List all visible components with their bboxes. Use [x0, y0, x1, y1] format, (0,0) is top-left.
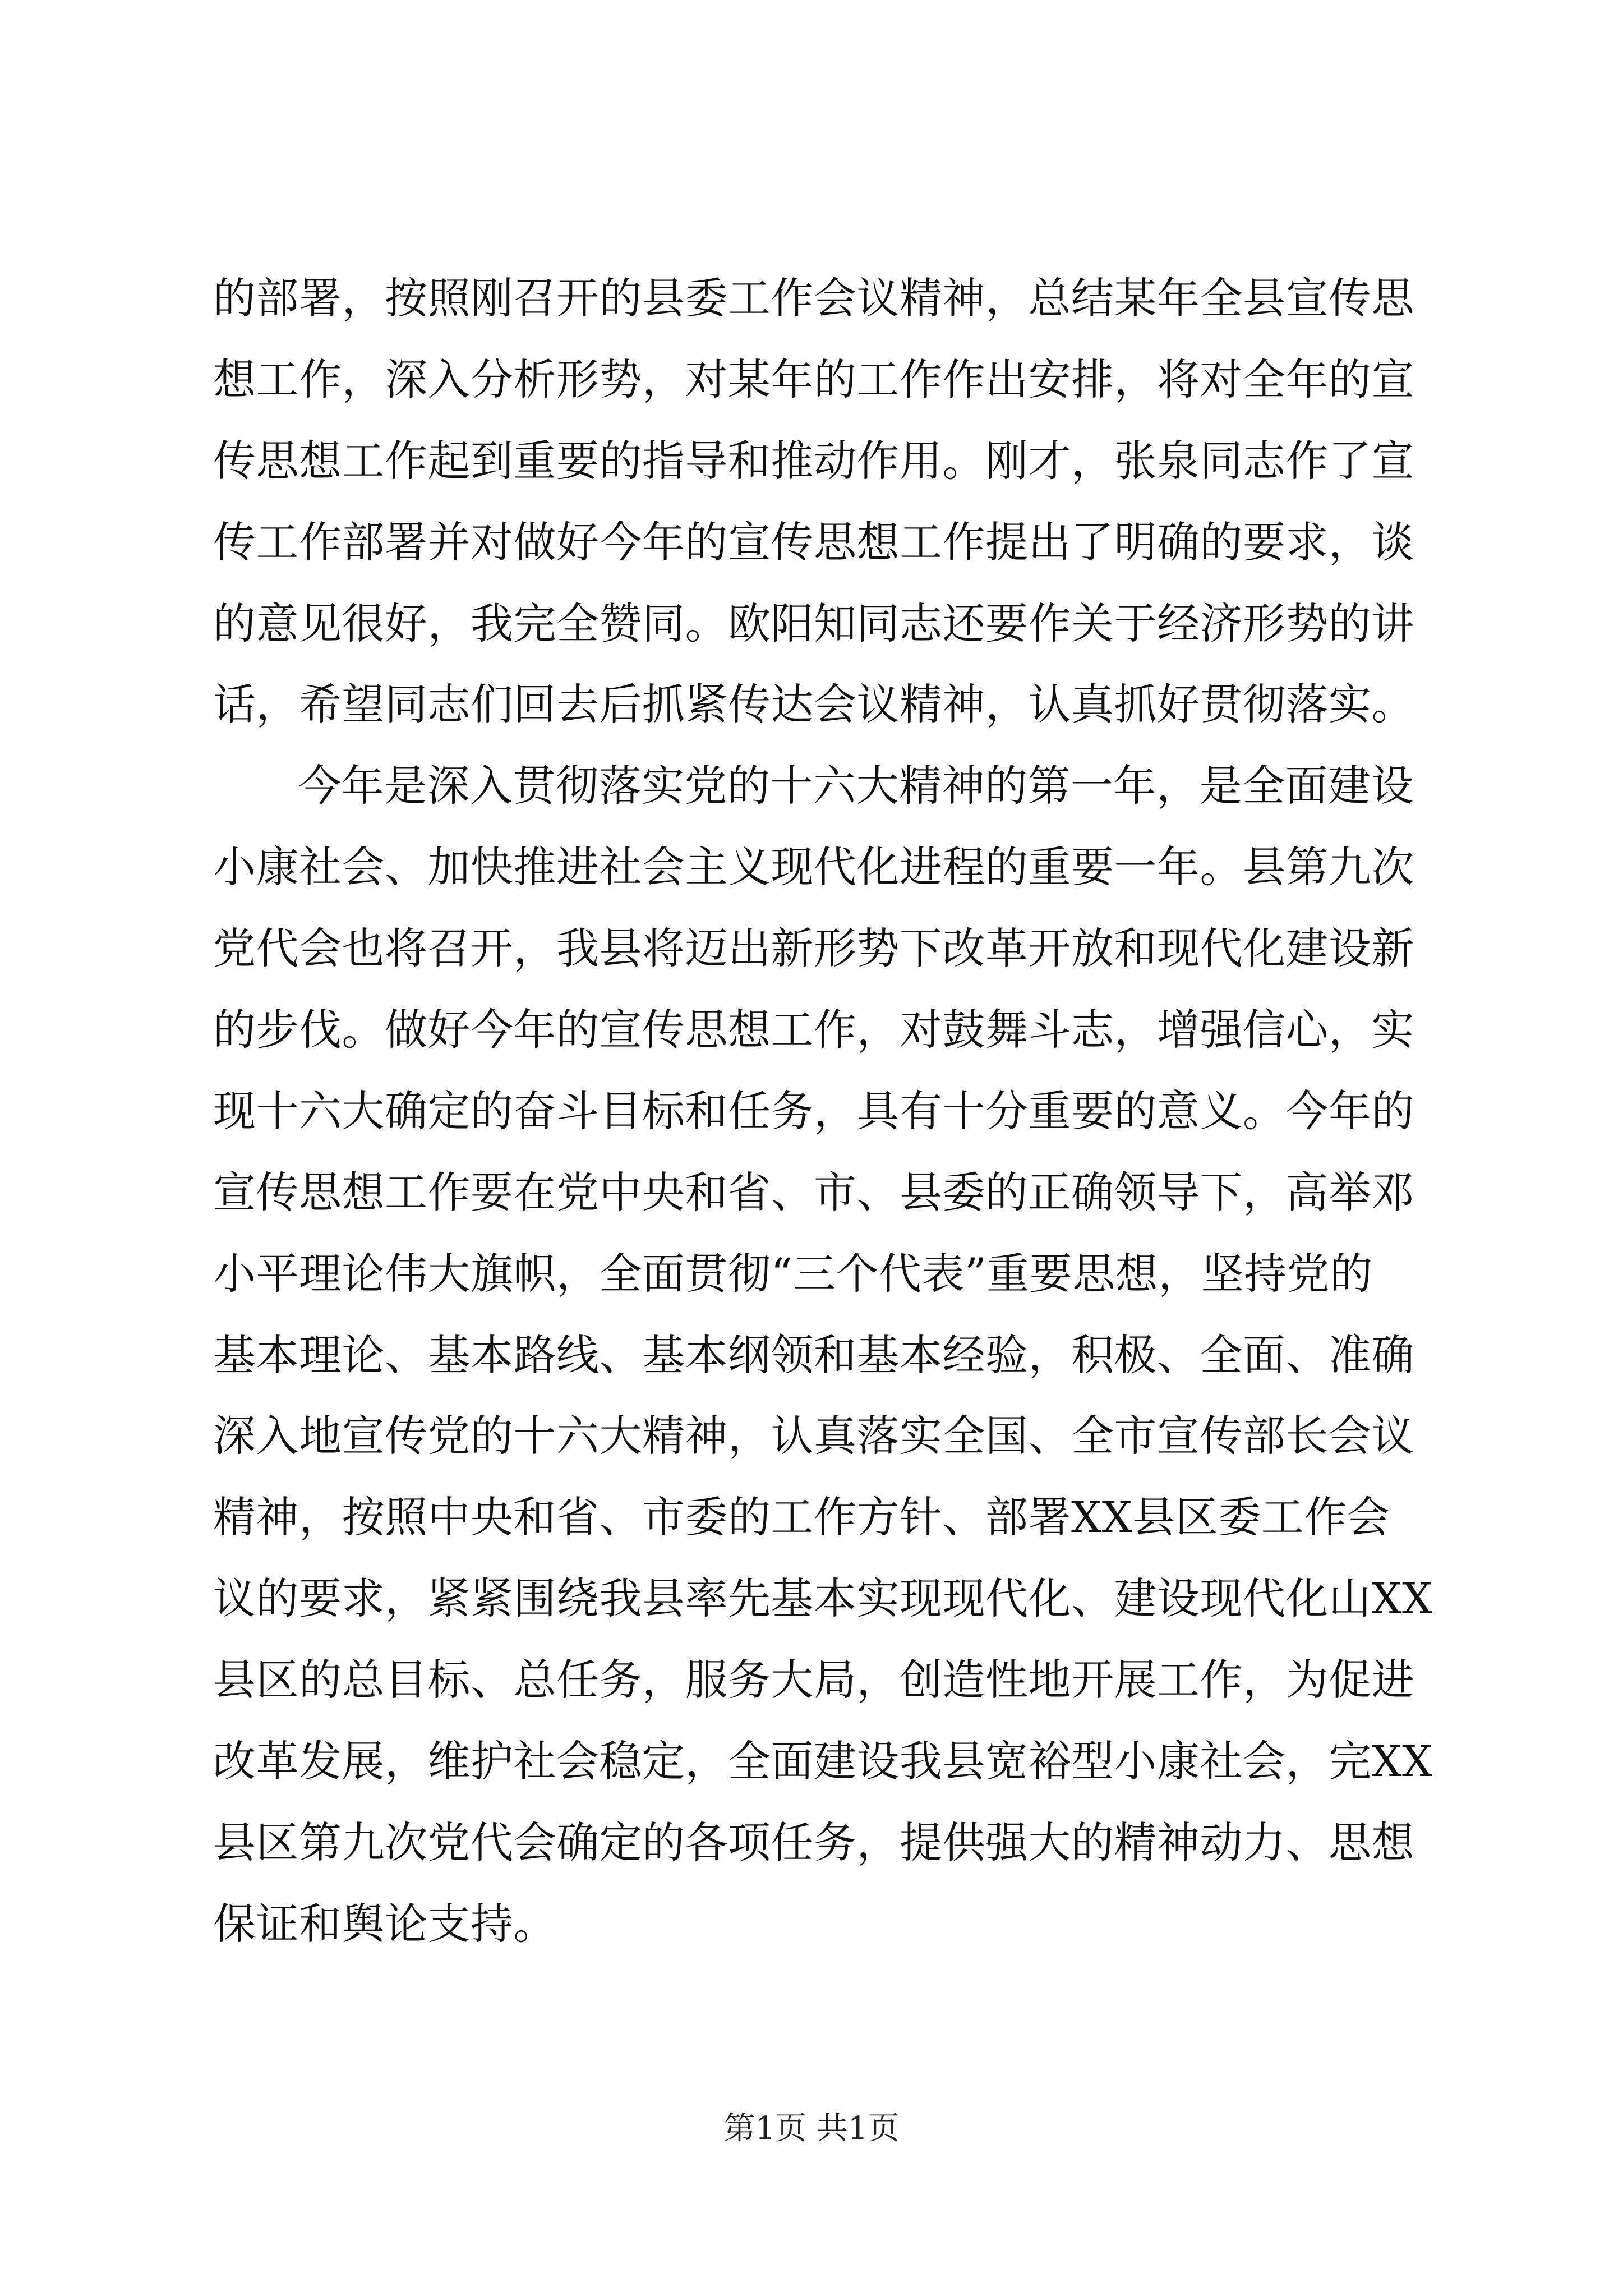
text-line: 保证和舆论支持。 [213, 1898, 556, 1949]
text-line: 改革发展，维护社会稳定，全面建设我县宽裕型小康社会，完XX [213, 1736, 1433, 1787]
text-line: 县区第九次党代会确定的各项任务，提供强大的精神动力、思想 [213, 1817, 1414, 1867]
text-line: 精神，按照中央和省、市委的工作方针、部署XX县区委工作会 [213, 1492, 1390, 1543]
paragraph-1 [213, 258, 1419, 746]
text-line: 基本理论、基本路线、基本纲领和基本经验，积极、全面、准确 [213, 1329, 1414, 1380]
text-line: 想工作，深入分析形势，对某年的工作作出安排，将对全年的宣 [213, 354, 1414, 404]
page-number: 第1页 共1页 [723, 2110, 900, 2147]
text-line: 传思想工作起到重要的指导和推动作用。刚才，张泉同志作了宣 [213, 435, 1414, 486]
text-line: 现十六大确定的奋斗目标和任务，具有十分重要的意义。今年的 [213, 1085, 1414, 1136]
text-line: 今年是深入贯彻落实党的十六大精神的第一年，是全面建设 [298, 761, 1414, 811]
text-line: 议的要求，紧紧围绕我县率先基本实现现代化、建设现代化山XX [213, 1573, 1433, 1624]
text-line: 的步伐。做好今年的宣传思想工作，对鼓舞斗志，增强信心，实 [213, 1005, 1414, 1055]
text-line: 党代会也将召开，我县将迈出新形势下改革开放和现代化建设新 [213, 923, 1414, 974]
text-line: 深入地宣传党的十六大精神，认真落实全国、全市宣传部长会议 [213, 1411, 1414, 1461]
text-line: 县区的总目标、总任务，服务大局，创造性地开展工作，为促进 [213, 1655, 1414, 1705]
text-line: 小平理论伟大旗帜，全面贯彻“三个代表”重要思想，坚持党的 [213, 1248, 1373, 1299]
page-footer [0, 2104, 1623, 2148]
text-line: 小康社会、加快推进社会主义现代化进程的重要一年。县第九次 [213, 842, 1414, 892]
paragraph-2 [213, 746, 1433, 1964]
document-body [213, 258, 1433, 1965]
text-line: 的部署，按照刚召开的县委工作会议精神，总结某年全县宣传思 [213, 273, 1414, 323]
text-line: 宣传思想工作要在党中央和省、市、县委的正确领导下，高举邓 [213, 1167, 1414, 1217]
text-line: 话，希望同志们回去后抓紧传达会议精神，认真抓好贯彻落实。 [213, 679, 1414, 730]
text-line: 传工作部署并对做好今年的宣传思想工作提出了明确的要求，谈 [213, 517, 1414, 567]
text-line: 的意见很好，我完全赞同。欧阳知同志还要作关于经济形势的讲 [213, 598, 1414, 648]
